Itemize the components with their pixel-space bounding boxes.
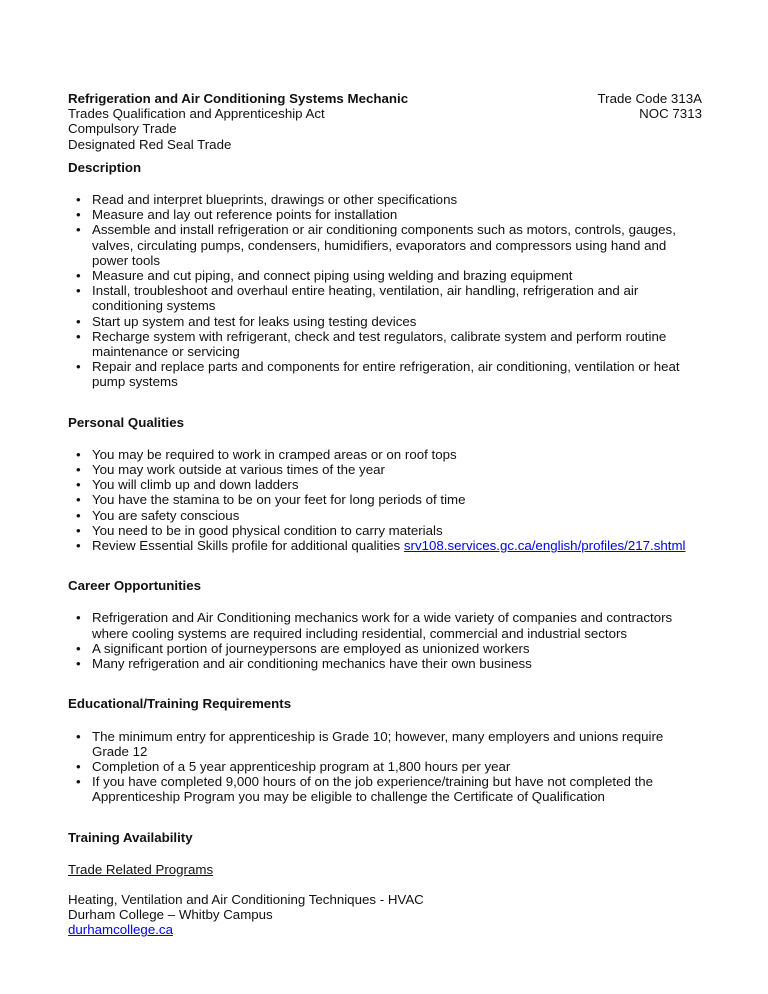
section-heading-training-availability: Training Availability bbox=[68, 829, 193, 845]
list-item: • Completion of a 5 year apprenticeship program at 1,800 hours per year bbox=[68, 759, 702, 774]
document-header bbox=[68, 91, 702, 152]
program-location: Durham College – Whitby Campus bbox=[68, 907, 273, 923]
review-skills-text: Review Essential Skills profile for additional qualities bbox=[92, 538, 404, 554]
list-item: • You will climb up and down ladders bbox=[68, 477, 702, 492]
section-heading-career-opportunities: Career Opportunities bbox=[68, 578, 201, 594]
list-item: • A significant portion of journeypersons are employed as unionized workers bbox=[68, 641, 702, 656]
program-name: Heating, Ventilation and Air Conditioning Techniques - HVAC bbox=[68, 891, 424, 907]
noc-code: NOC 7313 bbox=[639, 106, 702, 122]
header-act-line: Trades Qualification and Apprenticeship Act bbox=[68, 106, 325, 122]
list-item: • You may be required to work in cramped areas or on roof tops bbox=[68, 447, 702, 462]
header-red-seal-line: Designated Red Seal Trade bbox=[68, 136, 232, 152]
career-opportunities-list bbox=[68, 610, 702, 671]
durham-college-link[interactable]: durhamcollege.ca bbox=[68, 922, 173, 938]
list-item: • Repair and replace parts and components for entire refrigeration, air conditioning, ventilation or heat pump systems bbox=[68, 359, 702, 389]
list-item: • Assemble and install refrigeration or air conditioning components such as motors, controls, gauges, valves, circulating pumps, condensers, humidifiers, evaporators and compressors using hand and power tools bbox=[68, 222, 702, 268]
list-item: • Recharge system with refrigerant, check and test regulators, calibrate system and perform routine maintenance or servicing bbox=[68, 329, 702, 359]
description-list bbox=[68, 192, 702, 390]
personal-qualities-list bbox=[68, 447, 702, 553]
list-item: • Install, troubleshoot and overhaul entire heating, ventilation, air handling, refrigeration and air conditioning systems bbox=[68, 283, 702, 313]
essential-skills-profile-link[interactable]: srv108.services.gc.ca/english/profiles/217.shtml bbox=[403, 538, 686, 554]
trade-related-programs-subheading: Trade Related Programs bbox=[68, 861, 214, 877]
list-item: • You have the stamina to be on your feet for long periods of time bbox=[68, 492, 702, 507]
section-heading-description: Description bbox=[68, 159, 142, 175]
page-title: Refrigeration and Air Conditioning Systems Mechanic bbox=[68, 91, 409, 106]
list-item: • The minimum entry for apprenticeship is Grade 10; however, many employers and unions require Grade 12 bbox=[68, 729, 702, 759]
list-item: • Many refrigeration and air conditioning mechanics have their own business bbox=[68, 656, 702, 671]
list-item: • Refrigeration and Air Conditioning mechanics work for a wide variety of companies and contractors where cooling systems are required including residential, commercial and industrial sectors bbox=[68, 610, 702, 640]
list-item: • If you have completed 9,000 hours of on the job experience/training but have not completed the Apprenticeship Program you may be eligible to challenge the Certificate of Qualification bbox=[68, 774, 702, 804]
list-item: • Read and interpret blueprints, drawings or other specifications bbox=[68, 192, 702, 207]
list-item: • You need to be in good physical condition to carry materials bbox=[68, 523, 702, 538]
list-item: • You may work outside at various times of the year bbox=[68, 462, 702, 477]
section-heading-personal-qualities: Personal Qualities bbox=[68, 414, 185, 430]
list-item bbox=[68, 538, 702, 553]
list-item: • Start up system and test for leaks using testing devices bbox=[68, 314, 702, 329]
list-item: • Measure and cut piping, and connect piping using welding and brazing equipment bbox=[68, 268, 702, 283]
list-item: • You are safety conscious bbox=[68, 508, 702, 523]
trade-code: Trade Code 313A bbox=[597, 91, 702, 106]
document-header-right bbox=[598, 91, 702, 121]
section-heading-educational-requirements: Educational/Training Requirements bbox=[68, 696, 292, 712]
educational-requirements-list bbox=[68, 729, 702, 805]
header-compulsory-line: Compulsory Trade bbox=[68, 121, 177, 137]
list-item: • Measure and lay out reference points for installation bbox=[68, 207, 702, 222]
document-header-left bbox=[68, 91, 408, 152]
program-block bbox=[68, 892, 702, 938]
